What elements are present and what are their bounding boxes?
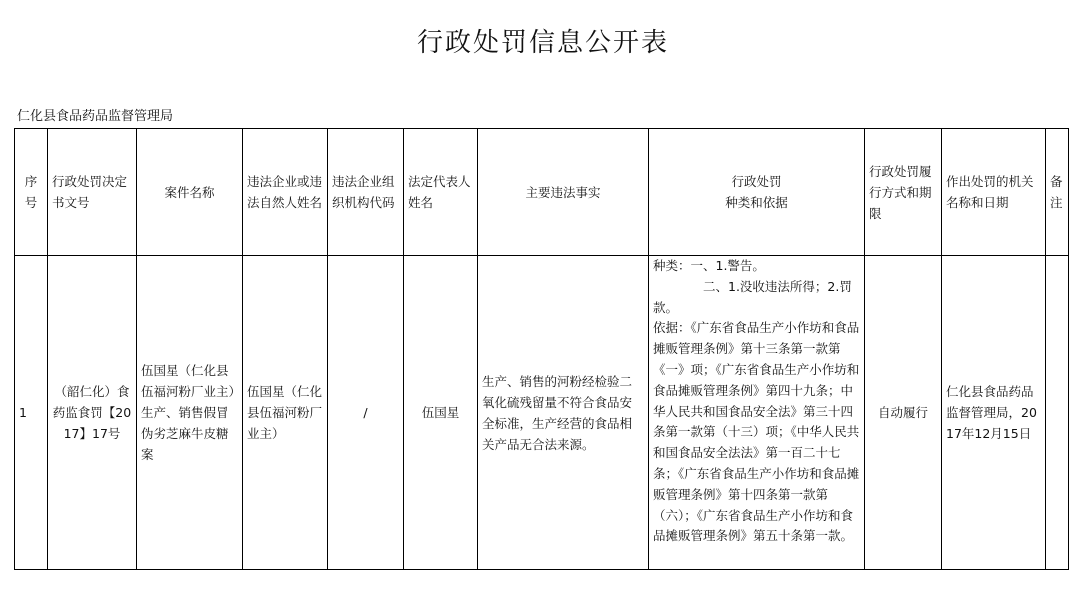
penalty-table <box>14 128 1069 570</box>
cell-case-name: 伍国星（仁化县伍福河粉厂业主）生产、销售假冒伪劣芝麻牛皮糖案 <box>137 256 243 570</box>
header-penalty: 行政处罚 种类和依据 <box>649 129 865 256</box>
cell-violator: 伍国星（仁化县伍福河粉厂业主） <box>243 256 328 570</box>
penalty-basis: 依据：《广东省食品生产小作坊和食品摊贩管理条例》第十三条第一款第《一》项；《广东省食品生产小作坊和食品摊贩管理条例》第四十九条；中华人民共和国食品安全法》第三十四条第一款第（十三）项；《中华人民共和国食品安全法法》第一百二十七条；《广东省食品生产小作坊和食品摊贩管理条例》第十四条第一款第（六）；《广东省食品生产小作坊和食品摊贩管理条例》第五十条第一款。 <box>653 320 860 544</box>
header-authority: 作出处罚的机关名称和日期 <box>942 129 1046 256</box>
table-row <box>15 256 1069 570</box>
header-violator: 违法企业或违法自然人姓名 <box>243 129 328 256</box>
cell-decision-no: （韶仁化）食药监食罚【2017】17号 <box>48 256 137 570</box>
cell-legal-rep: 伍国星 <box>404 256 478 570</box>
header-remarks: 备注 <box>1046 129 1069 256</box>
cell-facts: 生产、销售的河粉经检验二氧化硫残留量不符合食品安全标准，生产经营的食品相关产品无合法来源。 <box>478 256 649 570</box>
header-facts: 主要违法事实 <box>478 129 649 256</box>
header-org-code: 违法企业组织机构代码 <box>328 129 404 256</box>
header-legal-rep: 法定代表人姓名 <box>404 129 478 256</box>
cell-org-code: / <box>328 256 404 570</box>
penalty-type-line-1: 种类：一、1.警告。 <box>653 258 765 273</box>
cell-remarks <box>1046 256 1069 570</box>
agency-name: 仁化县食品药品监督管理局 <box>17 109 174 124</box>
table-header-row <box>15 129 1069 256</box>
header-execution: 行政处罚履行方式和期限 <box>865 129 942 256</box>
cell-execution: 自动履行 <box>865 256 942 570</box>
cell-seq: 1 <box>15 256 48 570</box>
cell-penalty <box>649 256 865 570</box>
header-case-name: 案件名称 <box>137 129 243 256</box>
cell-authority: 仁化县食品药品监督管理局，2017年12月15日 <box>942 256 1046 570</box>
document-title: 行政处罚信息公开表 <box>416 28 669 58</box>
penalty-type-line-2: 二、1.没收违法所得；2.罚款。 <box>653 278 852 315</box>
header-decision-no: 行政处罚决定书文号 <box>48 129 137 256</box>
header-seq: 序号 <box>15 129 48 256</box>
